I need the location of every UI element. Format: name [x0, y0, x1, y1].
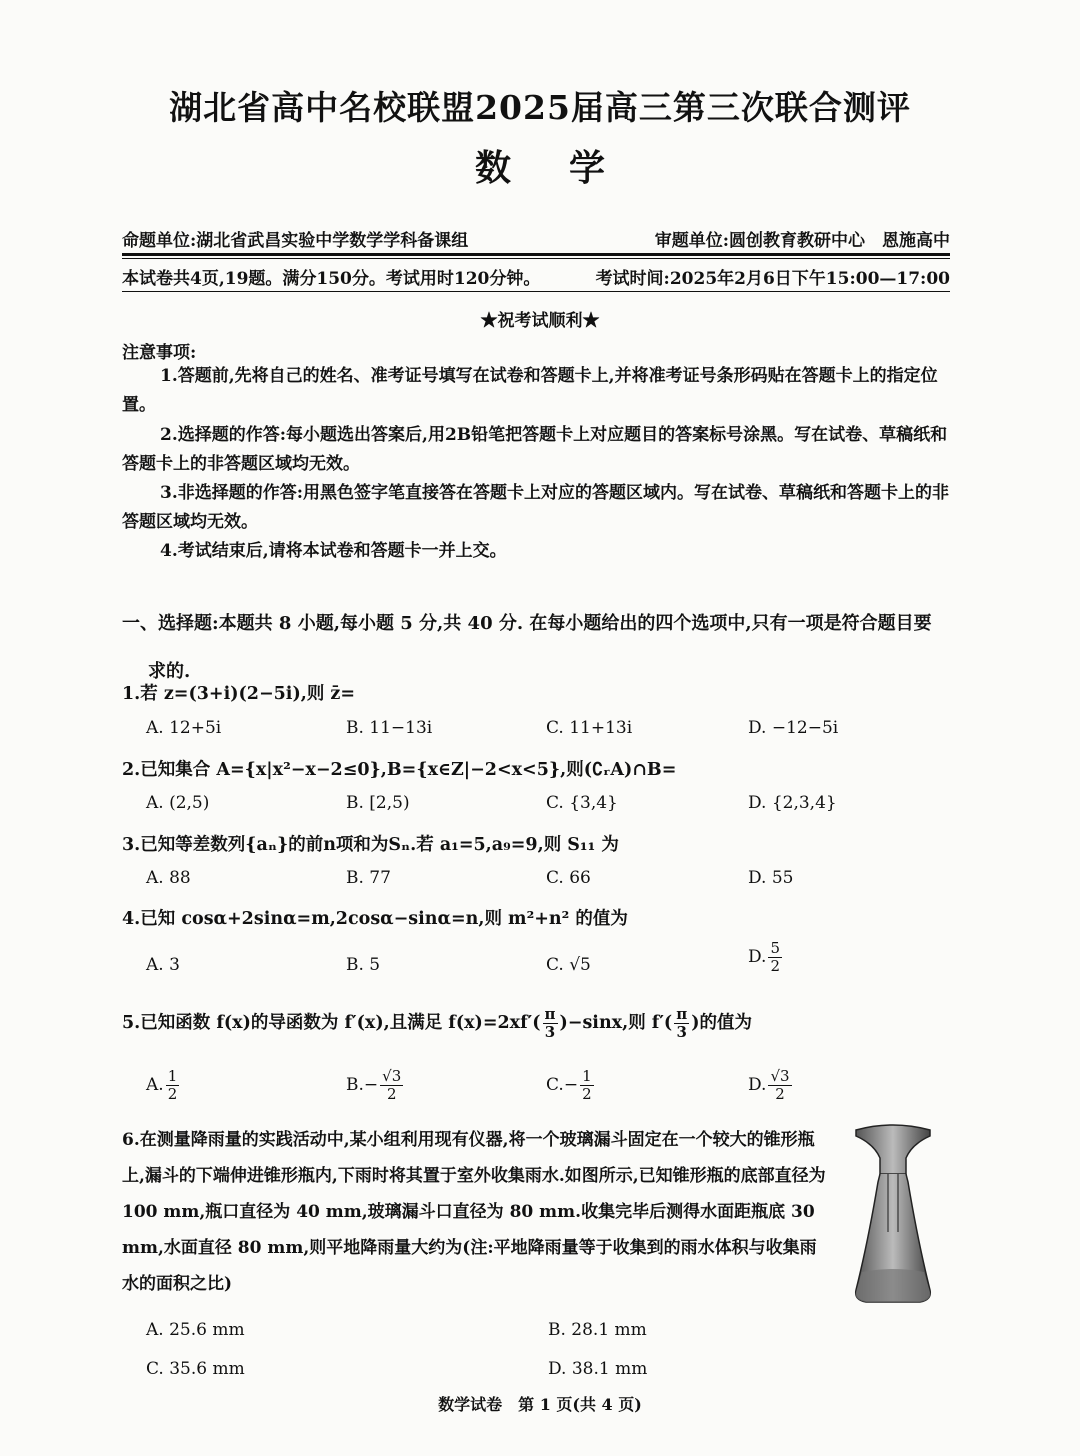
- notice-title: 注意事项:: [122, 343, 197, 363]
- question-1-option-d: D. −12−5i: [748, 718, 839, 738]
- minus-sign: −: [363, 1075, 379, 1095]
- question-4-stem: 4.已知 cosα+2sinα=m,2cosα−sinα=n,则 m²+n² 的值为: [122, 909, 628, 929]
- question-6-option-c: C. 35.6 mm: [146, 1359, 245, 1379]
- exam-time: 考试时间:2025年2月6日下午15:00—17:00: [595, 269, 950, 289]
- question-2-stem: 2.已知集合 A={x|x²−x−2≤0},B={x∈Z|−2<x<5},则(∁ᵣA)∩B=: [122, 760, 677, 780]
- question-5-stem: [122, 1006, 752, 1041]
- header-rule-thin: [122, 258, 950, 259]
- question-5-stem-a: 5.已知函数 f(x)的导函数为 f′(x),且满足 f(x)=2xf′(: [122, 1013, 541, 1033]
- question-5-option-d: D. $\frac{√3}{2}$: [748, 1067, 790, 1103]
- frac-num: √3: [770, 1067, 790, 1085]
- frac-den: 2: [770, 957, 780, 975]
- question-5-option-b: B.− $\frac{√3}{2}$: [346, 1067, 402, 1103]
- notice-item-3: 3.非选择题的作答:用黑色签字笔直接答在答题卡上对应的答题区域内。写在试卷、草稿纸和答题卡上的非答题区域均无效。: [122, 483, 950, 532]
- question-2-option-a: A. (2,5): [146, 793, 210, 813]
- question-6-option-d: D. 38.1 mm: [548, 1359, 648, 1379]
- fraction-pi-over-3: [674, 1006, 689, 1041]
- question-3-option-c: C. 66: [546, 868, 591, 888]
- fraction-pi-over-3: [543, 1006, 558, 1041]
- question-5-stem-c: )的值为: [691, 1013, 752, 1033]
- section-heading-line2: 求的.: [148, 661, 191, 682]
- question-4-option-a: A. 3: [146, 955, 180, 975]
- question-1-option-b: B. 11−13i: [346, 718, 433, 738]
- question-1-option-a: A. 12+5i: [146, 718, 222, 738]
- fraction-5-over-2: [768, 940, 782, 975]
- question-2-option-d: D. {2,3,4}: [748, 793, 837, 813]
- question-5-option-a: A. $\frac{1}{2}$: [146, 1067, 178, 1103]
- minus-sign: −: [563, 1075, 579, 1095]
- frac-num: π: [676, 1005, 688, 1023]
- page-footer: 数学试卷 第 1 页(共 4 页): [438, 1395, 642, 1414]
- fraction-root3-over-2: [380, 1068, 403, 1103]
- question-3-stem: 3.已知等差数列{aₙ}的前n项和为Sₙ.若 a₁=5,a₉=9,则 S₁₁ 为: [122, 835, 619, 855]
- notice-item-2: 2.选择题的作答:每小题选出答案后,用2B铅笔把答题卡上对应题目的答案标号涂黑。写在试卷、草稿纸和答题卡上的非答题区域均无效。: [122, 425, 948, 474]
- question-6-option-a: A. 25.6 mm: [146, 1320, 245, 1340]
- question-3-option-b: B. 77: [346, 868, 391, 888]
- flask-funnel-illustration: [848, 1122, 938, 1312]
- frac-num: 1: [582, 1067, 592, 1085]
- question-4-option-b: B. 5: [346, 955, 381, 975]
- frac-num: π: [544, 1005, 556, 1023]
- question-6-option-b: B. 28.1 mm: [548, 1320, 647, 1340]
- question-4-option-d: D. $\frac{5}{2}$: [748, 939, 780, 975]
- header-rule-thick: [122, 253, 950, 256]
- reviewer-unit: 审题单位:圆创教育教研中心 恩施高中: [654, 231, 950, 251]
- frac-num: √3: [382, 1067, 402, 1085]
- frac-den: 2: [167, 1085, 178, 1103]
- exam-info: 本试卷共4页,19题。满分150分。考试用时120分钟。: [122, 269, 541, 289]
- question-4-option-c: C. √5: [546, 955, 591, 975]
- question-1-option-c: C. 11+13i: [546, 718, 633, 738]
- question-5-option-c: C.− $\frac{1}{2}$: [546, 1067, 592, 1103]
- question-2-option-c: C. {3,4}: [546, 793, 618, 813]
- question-6-stem: 6.在测量降雨量的实践活动中,某小组利用现有仪器,将一个玻璃漏斗固定在一个较大的锥形瓶上,漏斗的下端伸进锥形瓶内,下雨时将其置于室外收集雨水.如图所示,已知锥形瓶的底部直径为 100 mm,瓶口直径为 40 mm,玻璃漏斗口直径为 80 mm.收集完毕后测得水面距瓶底 30 mm,水面直径 80 mm,则平地降雨量大约为(注:平地降雨量等于收集到的雨水体积与收集雨水的面积之比): [122, 1130, 826, 1294]
- question-3-option-a: A. 88: [146, 868, 191, 888]
- page-title: 湖北省高中名校联盟2025届高三第三次联合测评: [169, 88, 911, 127]
- section-heading-line1: 一、选择题:本题共 8 小题,每小题 5 分,共 40 分. 在每小题给出的四个选项中,只有一项是符合题目要: [122, 613, 932, 634]
- notice-item-4: 4.考试结束后,请将本试卷和答题卡一并上交。: [160, 541, 507, 561]
- question-1-stem: 1.若 z=(3+i)(2−5i),则 z̄=: [122, 684, 356, 704]
- frac-den: 3: [676, 1023, 687, 1041]
- header-rule-bottom: [122, 291, 950, 292]
- question-5-stem-b: )−sinx,则 f′(: [559, 1013, 673, 1033]
- question-2-option-b: B. [2,5): [346, 793, 410, 813]
- fraction-root3-over-2: [768, 1068, 791, 1103]
- author-unit: 命题单位:湖北省武昌实验中学数学学科备课组: [122, 231, 469, 251]
- notice-item-1: 1.答题前,先将自己的姓名、准考证号填写在试卷和答题卡上,并将准考证号条形码贴在答题卡上的指定位置。: [122, 366, 938, 415]
- question-3-option-d: D. 55: [748, 868, 794, 888]
- frac-den: 2: [386, 1085, 397, 1103]
- frac-den: 2: [775, 1085, 785, 1103]
- frac-num: 5: [770, 939, 780, 957]
- wish-banner: ★祝考试顺利★: [480, 311, 600, 331]
- fraction-1-over-2: [166, 1068, 180, 1103]
- frac-den: 2: [582, 1085, 592, 1103]
- frac-den: 3: [544, 1023, 556, 1041]
- subject-title: 数学: [474, 147, 663, 189]
- frac-num: 1: [167, 1067, 178, 1085]
- fraction-1-over-2: [580, 1068, 594, 1103]
